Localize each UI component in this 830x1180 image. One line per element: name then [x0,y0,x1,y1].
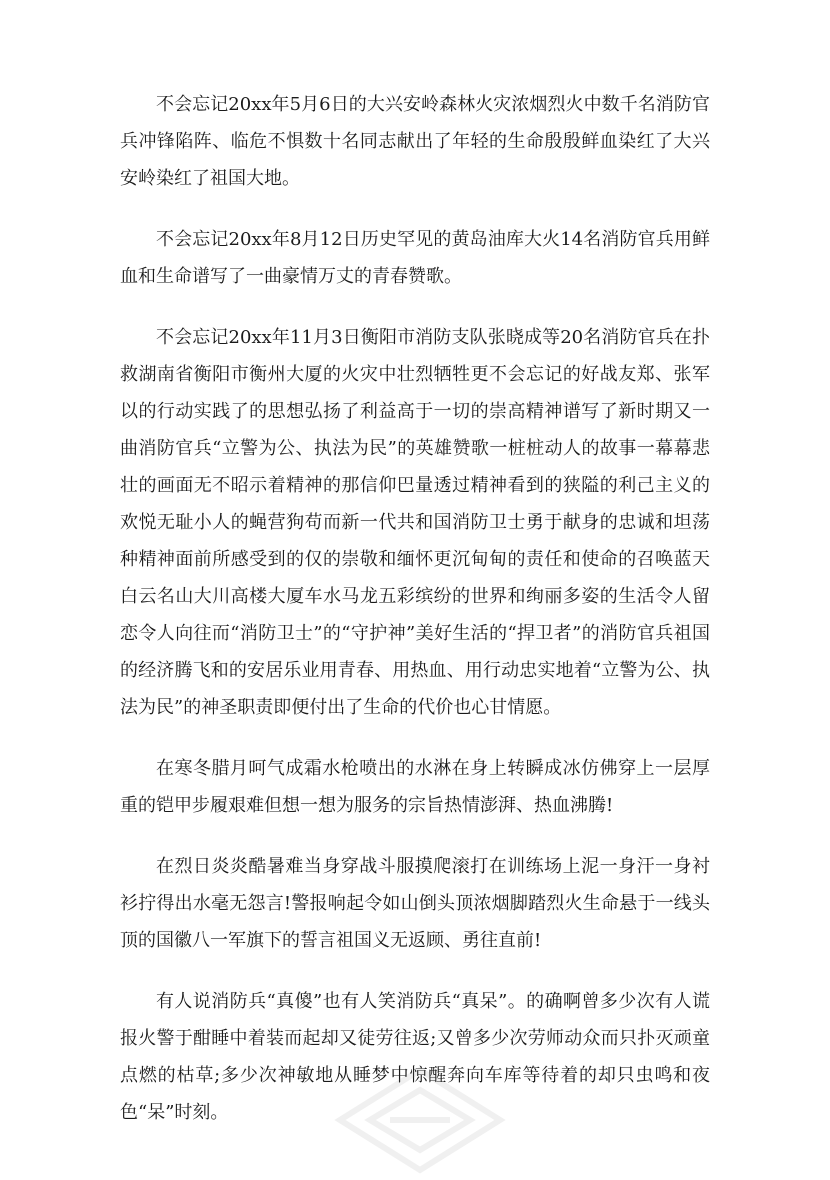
paragraph-1: 不会忘记20xx年5月6日的大兴安岭森林火灾浓烟烈火中数千名消防官兵冲锋陷阵、临危不惧数十名同志献出了年轻的生命殷殷鲜血染红了大兴安岭染红了祖国大地。 [120,94,710,189]
paragraph-6: 有人说消防兵“真傻”也有人笑消防兵“真呆”。的确啊曾多少次有人谎报火警于酣睡中着装而起却又徒劳往返;又曾多少次劳师动众而只扑灭顽童点燃的枯草;多少次神敏地从睡梦中惊醒奔向车库等待着的却只虫鸣和夜色“呆”时刻。 [120,991,710,1123]
paragraph-4: 在寒冬腊月呵气成霜水枪喷出的水淋在身上转瞬成冰仿佛穿上一层厚重的铠甲步履艰难但想一想为服务的宗旨热情澎湃、热血沸腾! [120,758,710,816]
paragraph-2: 不会忘记20xx年8月12日历史罕见的黄岛油库大火14名消防官兵用鲜血和生命谱写了一曲豪情万丈的青春赞歌。 [120,229,710,287]
paragraph-3: 不会忘记20xx年11月3日衡阳市消防支队张晓成等20名消防官兵在扑救湖南省衡阳市衡州大厦的火灾中壮烈牺牲更不会忘记的好战友郑、张军以的行动实践了的思想弘扬了利益高于一切的崇高精神谱写了新时期又一曲消防官兵“立警为公、执法为民”的英雄赞歌一桩桩动人的故事一幕幕悲壮的画面无不昭示着精神的那信仰巴量透过精神看到的狭隘的利己主义的欢悦无耻小人的蝇营狗苟而新一代共和国消防卫士勇于献身的忠诚和坦荡种精神面前所感受到的仅的崇敬和缅怀更沉甸甸的责任和使命的召唤蓝天白云名山大川高楼大厦车水马龙五彩缤纷的世界和绚丽多姿的生活令人留恋令人向往而“消防卫士”的“守护神”美好生活的“捍卫者”的消防官兵祖国的经济腾飞和的安居乐业用青春、用热血、用行动忠实地着“立警为公、执法为民”的神圣职责即便付出了生命的代价也心甘情愿。 [120,327,710,718]
document-body [120,86,710,1155]
paragraph-5: 在烈日炎炎酷暑难当身穿战斗服摸爬滚打在训练场上泥一身汗一身衬衫拧得出水毫无怨言!警报响起令如山倒头顶浓烟脚踏烈火生命悬于一线头顶的国徽八一军旗下的誓言祖国义无返顾、勇往直前! [120,856,710,951]
